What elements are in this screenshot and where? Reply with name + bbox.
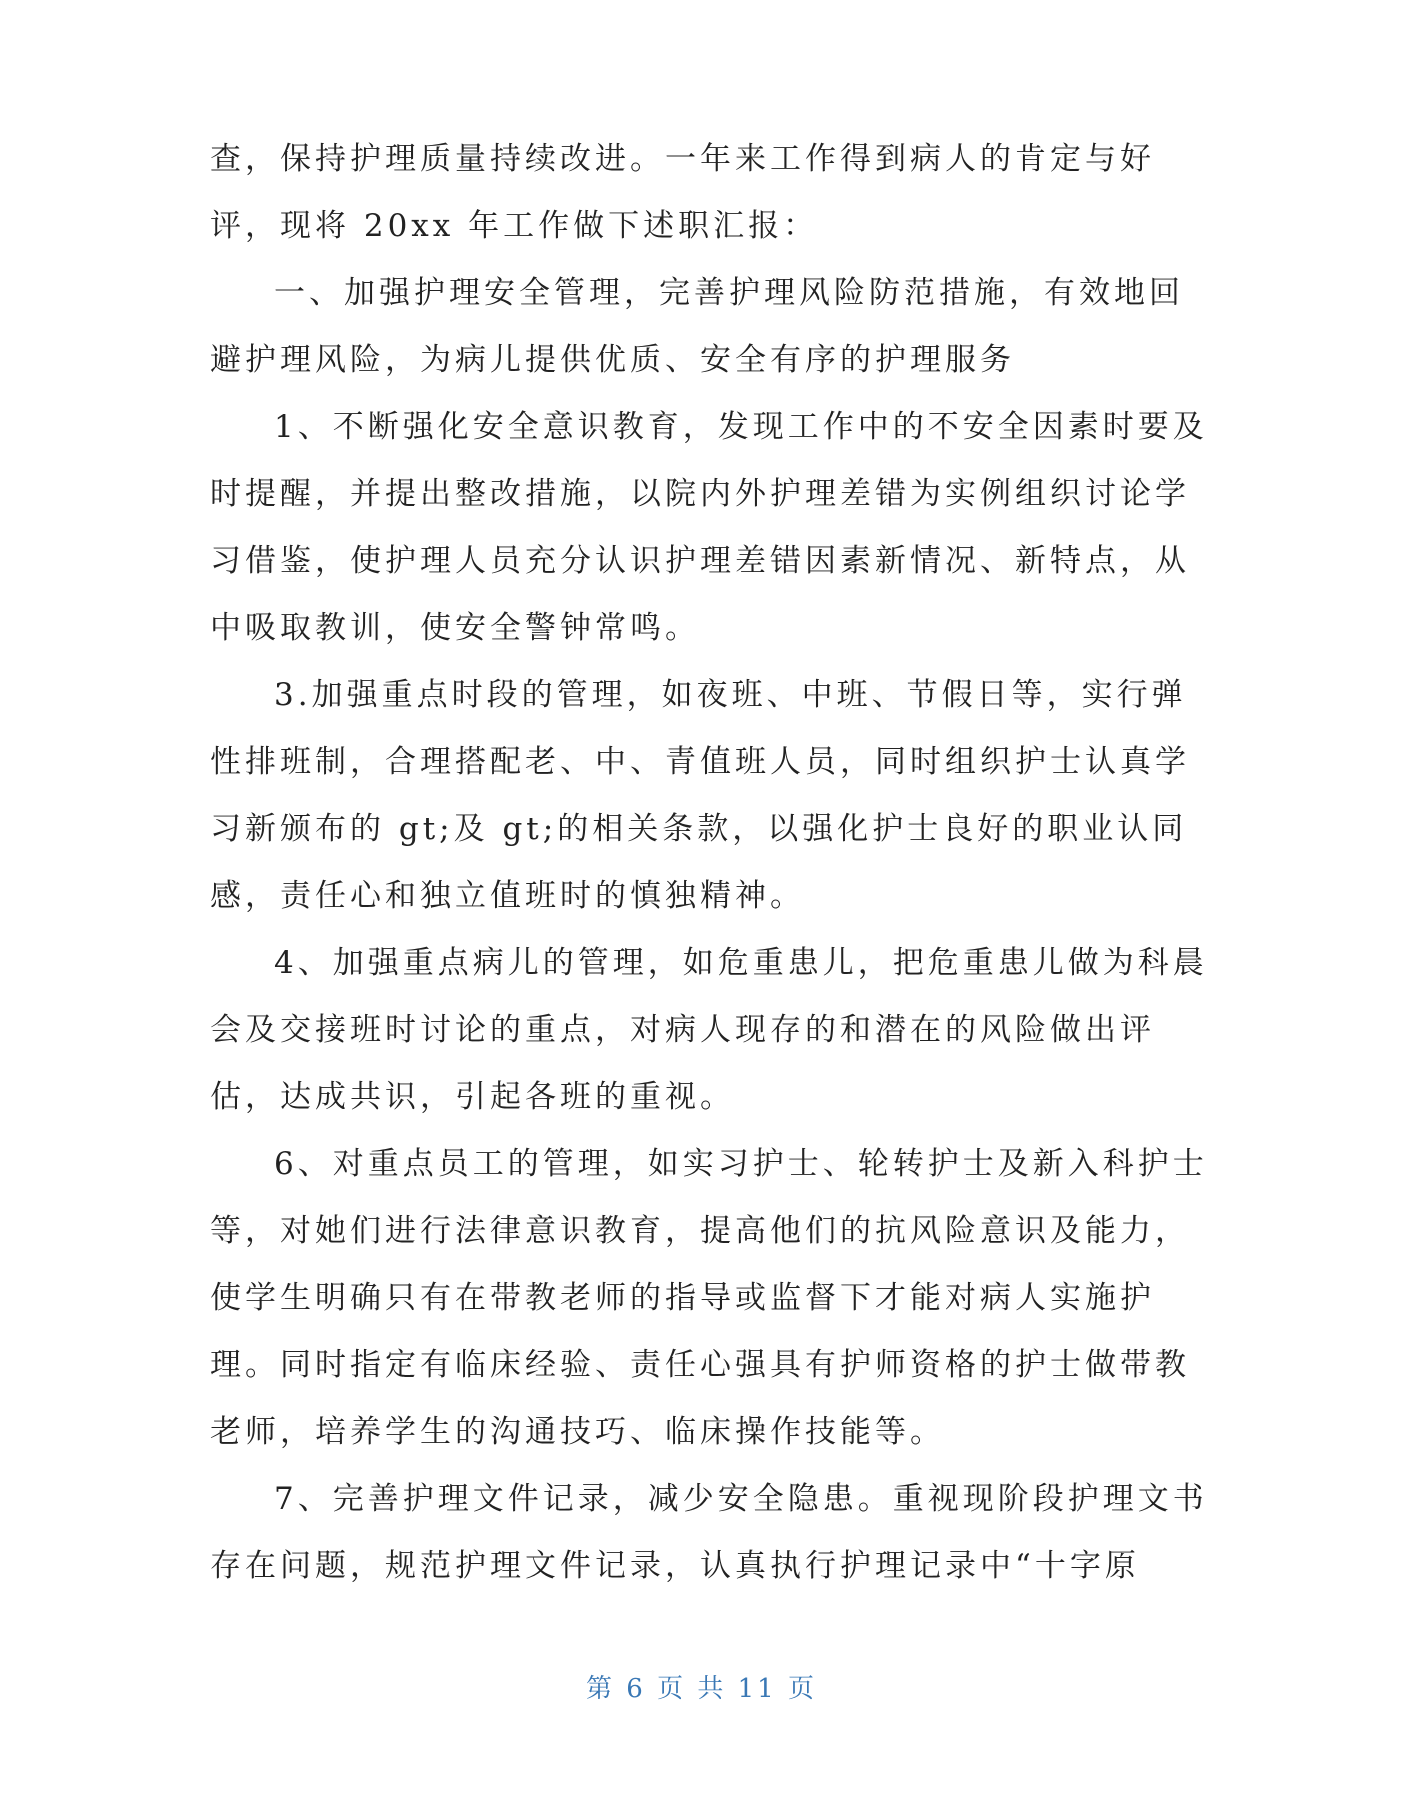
text-line: 存在问题，规范护理文件记录，认真执行护理记录中“十字原 [210, 1548, 1140, 1584]
text-line: 估，达成共识，引起各班的重视。 [210, 1079, 735, 1115]
text-line: 习新颁布的 gt;及 gt;的相关条款，以强化护士良好的职业认同 [210, 811, 1188, 847]
document-body [210, 126, 1210, 1600]
text-line: 理。同时指定有临床经验、责任心强具有护师资格的护士做带教 [210, 1347, 1190, 1383]
paragraph-start: 6、对重点员工的管理，如实习护士、轮转护士及新入科护士 [274, 1146, 1208, 1182]
paragraph-start: 7、完善护理文件记录，减少安全隐患。重视现阶段护理文书 [274, 1481, 1208, 1517]
text-line: 避护理风险，为病儿提供优质、安全有序的护理服务 [210, 342, 1015, 378]
text-line: 性排班制，合理搭配老、中、青值班人员，同时组织护士认真学 [210, 744, 1190, 780]
text-line: 评，现将 20xx 年工作做下述职汇报： [210, 208, 819, 244]
paragraph-start: 4、加强重点病儿的管理，如危重患儿，把危重患儿做为科晨 [274, 945, 1208, 981]
page-number-footer: 第 6 页 共 11 页 [586, 1674, 817, 1704]
text-line: 使学生明确只有在带教老师的指导或监督下才能对病人实施护 [210, 1280, 1155, 1316]
text-line: 会及交接班时讨论的重点，对病人现存的和潜在的风险做出评 [210, 1012, 1155, 1048]
text-line: 感，责任心和独立值班时的慎独精神。 [210, 878, 805, 914]
section-heading: 一、加强护理安全管理，完善护理风险防范措施，有效地回 [274, 275, 1184, 311]
text-line: 时提醒，并提出整改措施，以院内外护理差错为实例组织讨论学 [210, 476, 1190, 512]
text-line: 习借鉴，使护理人员充分认识护理差错因素新情况、新特点，从 [210, 543, 1190, 579]
text-line: 老师，培养学生的沟通技巧、临床操作技能等。 [210, 1414, 945, 1450]
text-line: 查，保持护理质量持续改进。一年来工作得到病人的肯定与好 [210, 141, 1155, 177]
text-line: 中吸取教训，使安全警钟常鸣。 [210, 610, 700, 646]
paragraph-start: 3.加强重点时段的管理，如夜班、中班、节假日等，实行弹 [274, 677, 1187, 713]
text-line: 等，对她们进行法律意识教育，提高他们的抗风险意识及能力， [210, 1213, 1190, 1249]
paragraph-start: 1、不断强化安全意识教育，发现工作中的不安全因素时要及 [274, 409, 1208, 445]
